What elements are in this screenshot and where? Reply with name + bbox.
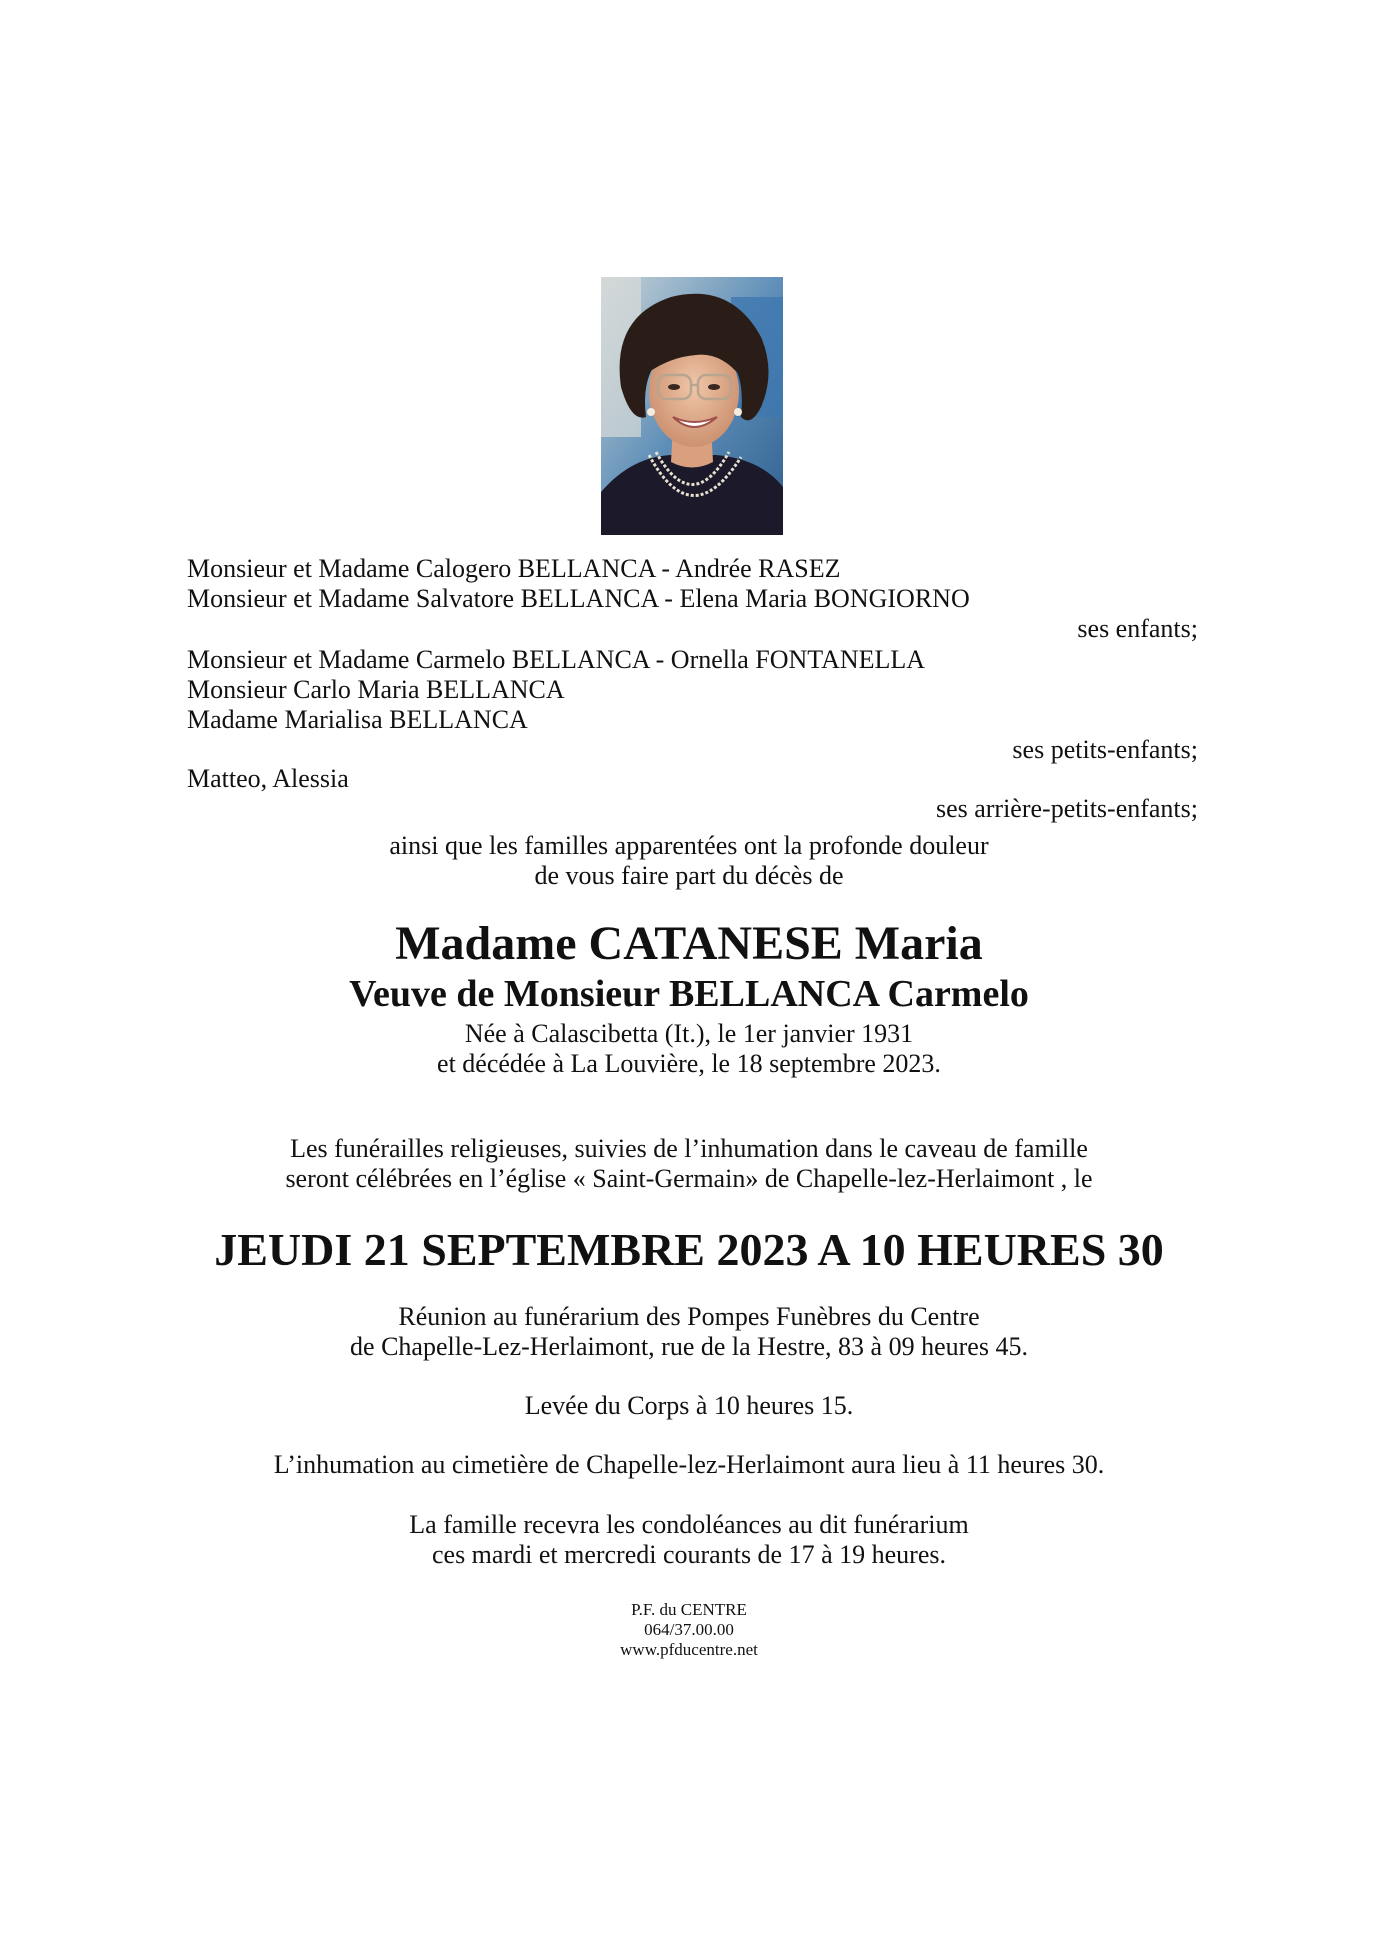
deceased-name: Madame CATANESE Maria [395,917,983,970]
grandchildren-line-1: Monsieur et Madame Carmelo BELLANCA - Ornella FONTANELLA [187,645,926,674]
grandchildren-label: ses petits-enfants; [1012,735,1198,764]
grandchildren-line-2: Monsieur Carlo Maria BELLANCA [187,675,565,704]
footer-company: P.F. du CENTRE [631,1600,747,1619]
meeting-line-2: de Chapelle-Lez-Herlaimont, rue de la Hestre, 83 à 09 heures 45. [350,1332,1028,1361]
children-line-2: Monsieur et Madame Salvatore BELLANCA - Elena Maria BONGIORNO [187,584,970,613]
condolences-line-1: La famille recevra les condoléances au dit funérarium [409,1510,969,1539]
footer-phone: 064/37.00.00 [644,1620,734,1639]
funeral-intro-line-1: Les funérailles religieuses, suivies de l’inhumation dans le caveau de famille [290,1134,1088,1163]
deceased-portrait-photo [601,277,783,535]
grandchildren-line-3: Madame Marialisa BELLANCA [187,705,528,734]
condolences-line-2: ces mardi et mercredi courants de 17 à 19 heures. [431,1540,946,1569]
funeral-date: JEUDI 21 SEPTEMBRE 2023 A 10 HEURES 30 [214,1224,1164,1275]
funeral-intro-line-2: seront célébrées en l’église « Saint-Germain» de Chapelle-lez-Herlaimont , le [285,1164,1093,1193]
portrait-illustration [601,277,783,535]
burial-time: L’inhumation au cimetière de Chapelle-lez-Herlaimont aura lieu à 11 heures 30. [273,1450,1105,1479]
deceased-birth: Née à Calascibetta (It.), le 1er janvier 1931 [464,1019,914,1048]
children-label: ses enfants; [1077,614,1198,643]
announcement-line-2: de vous faire part du décès de [534,861,844,890]
announcement-line-1: ainsi que les familles apparentées ont la profonde douleur [389,831,989,860]
levee-du-corps: Levée du Corps à 10 heures 15. [524,1391,854,1420]
deceased-widow-of: Veuve de Monsieur BELLANCA Carmelo [349,973,1029,1015]
great-grandchildren-label: ses arrière-petits-enfants; [935,794,1198,823]
footer-website: www.pfducentre.net [620,1640,758,1659]
meeting-line-1: Réunion au funérarium des Pompes Funèbres du Centre [398,1302,980,1331]
children-line-1: Monsieur et Madame Calogero BELLANCA - Andrée RASEZ [187,554,841,583]
great-grandchildren-line-1: Matteo, Alessia [187,764,349,793]
deceased-death: et décédée à La Louvière, le 18 septembre 2023. [437,1049,941,1078]
